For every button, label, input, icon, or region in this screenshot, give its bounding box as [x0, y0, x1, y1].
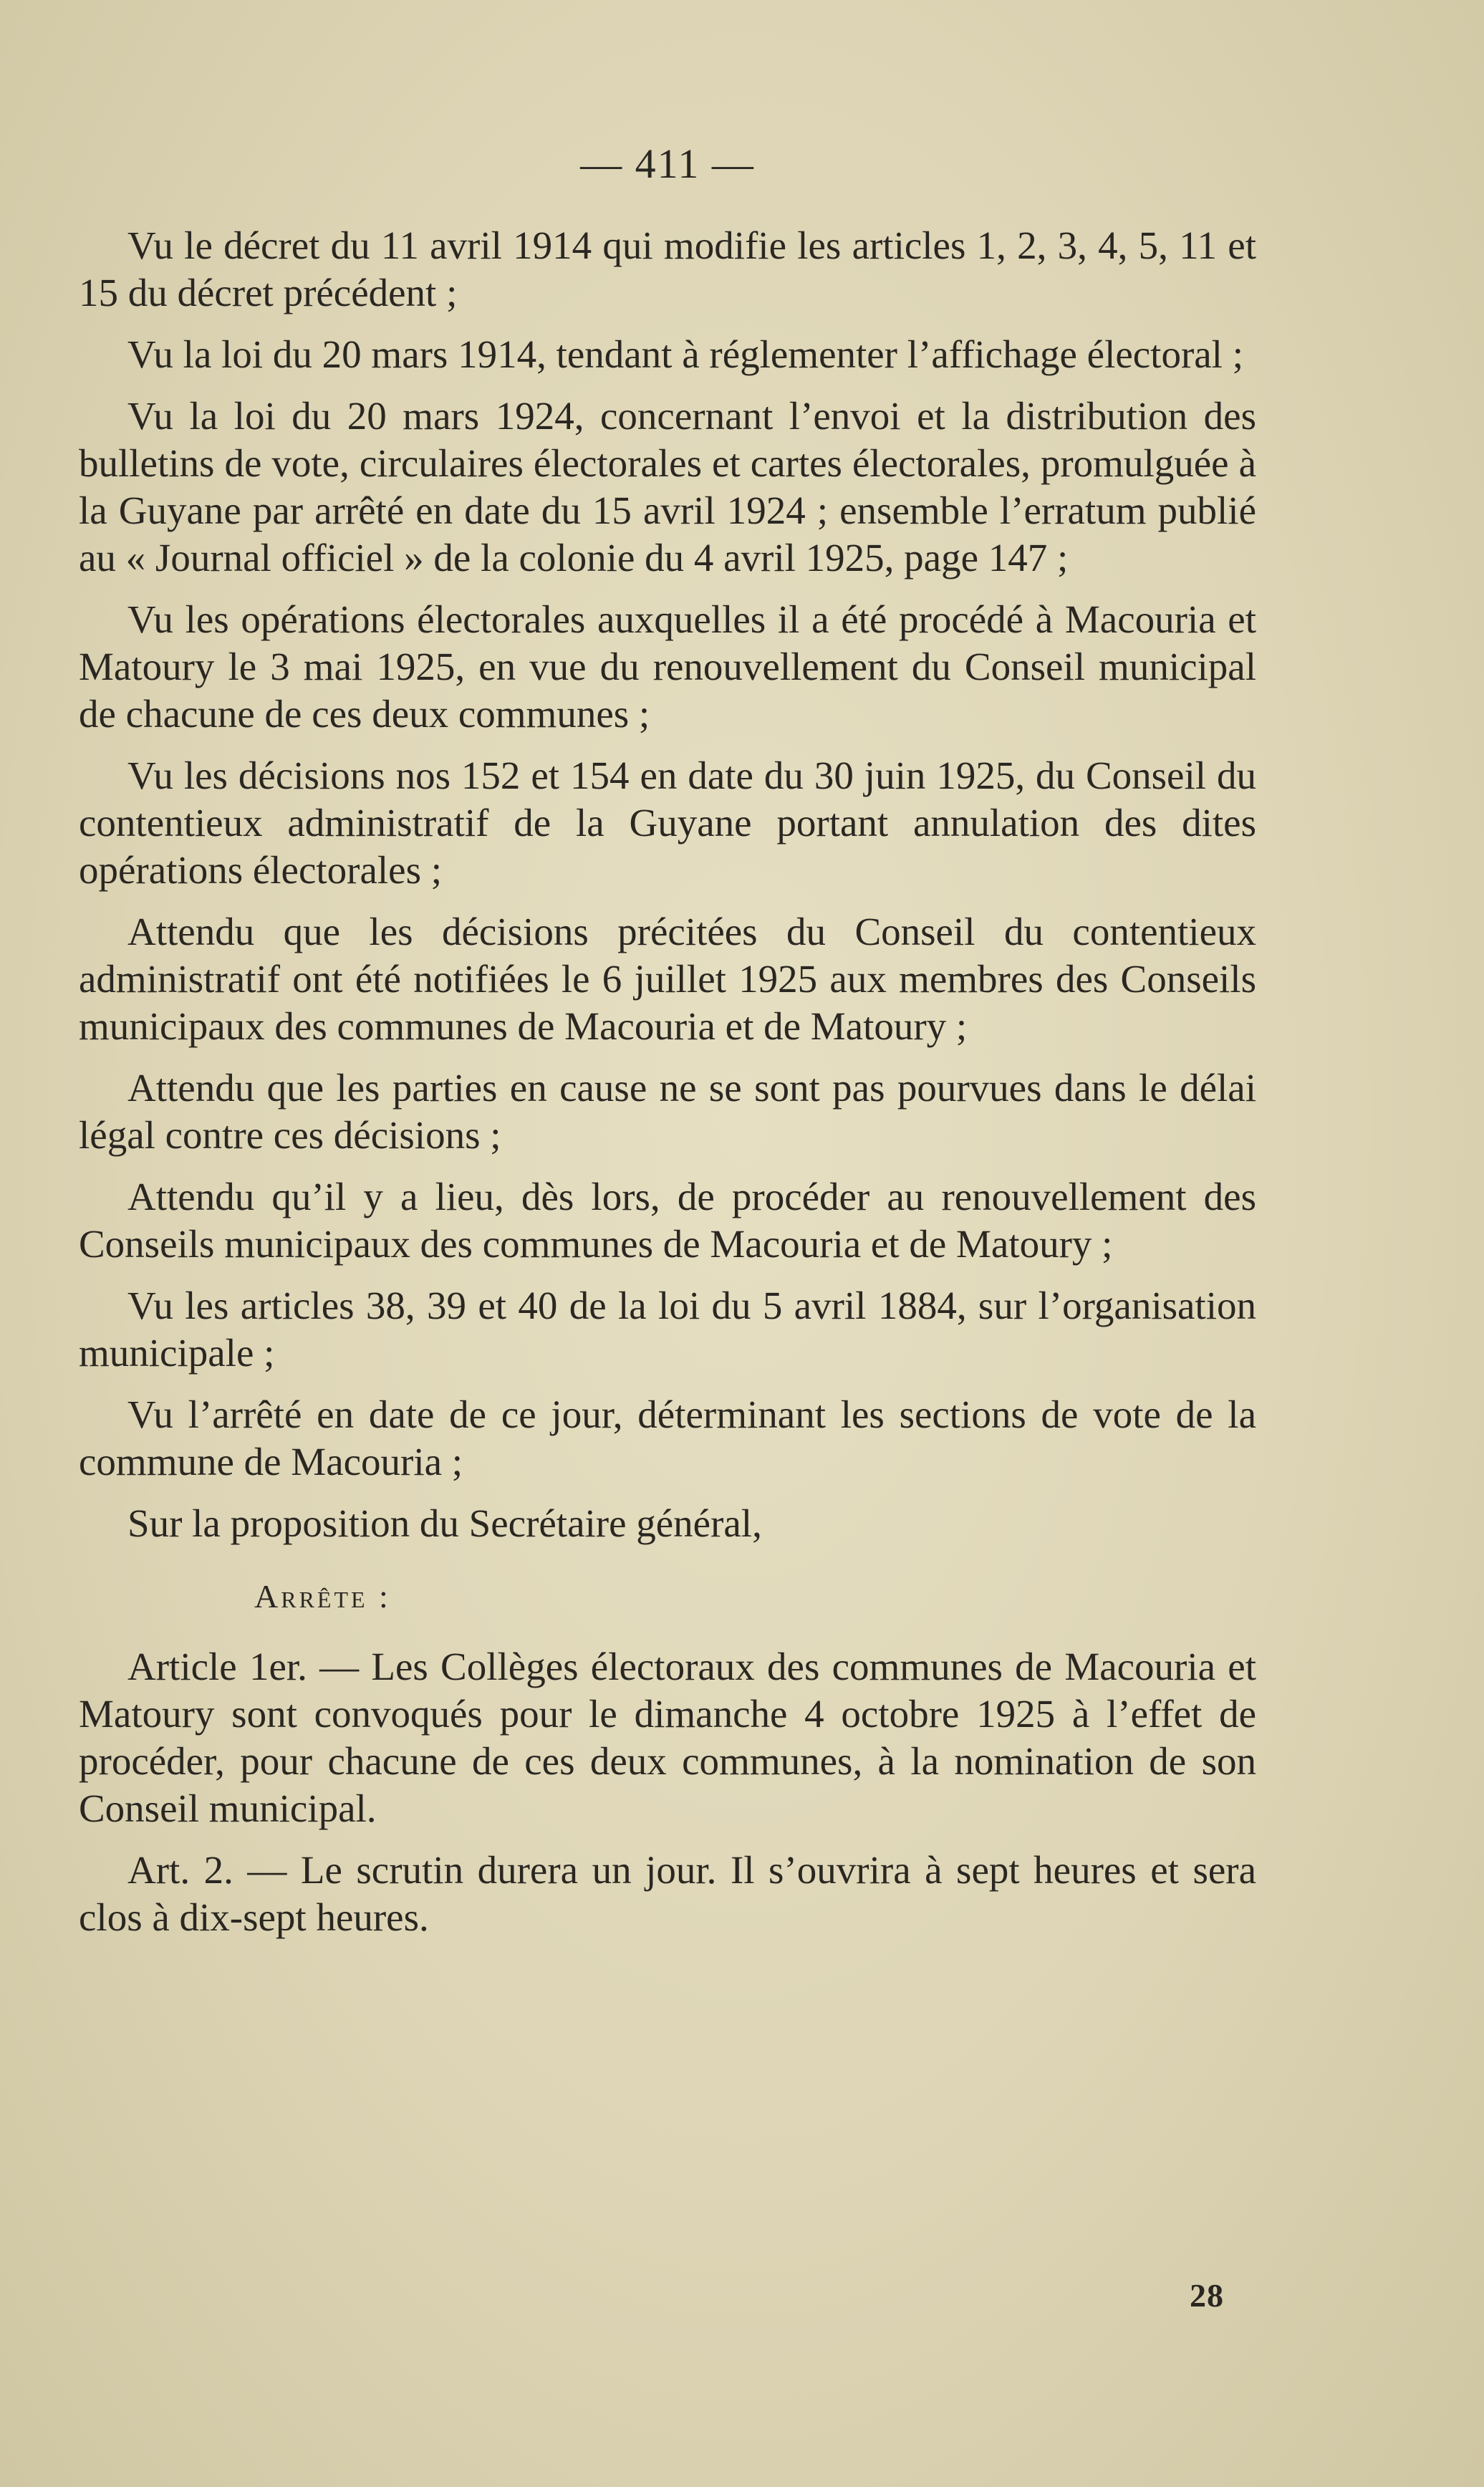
paragraph-proposition: Sur la proposition du Secrétaire général,: [127, 1501, 762, 1545]
paragraph-attendu-delai: Attendu que les parties en cause ne se sont pas pourvues dans le délai légal contre ces décisions ;: [79, 1066, 1256, 1157]
arrete-heading: Arrête :: [254, 1578, 391, 1615]
articles: [79, 1643, 1256, 1941]
paragraph-decret-1914: Vu le décret du 11 avril 1914 qui modifie les articles 1, 2, 3, 4, 5, 11 et 15 du décret précédent ;: [79, 223, 1256, 314]
paragraph-sections-vote: Vu l’arrêté en date de ce jour, déterminant les sections de vote de la commune de Macouria ;: [79, 1392, 1256, 1483]
paragraph-decisions-contentieux: Vu les décisions nos 152 et 154 en date du 30 juin 1925, du Conseil du contentieux administratif de la Guyane portant annulation des dites opérations électorales ;: [79, 754, 1256, 892]
paragraph-attendu-renouvellement: Attendu qu’il y a lieu, dès lors, de procéder au renouvellement des Conseils municipaux des communes de Macouria et de Matoury ;: [79, 1175, 1256, 1266]
page-number: — 411 —: [580, 140, 755, 187]
paragraph-loi-1884: Vu les articles 38, 39 et 40 de la loi du 5 avril 1884, sur l’organisation municipale ;: [79, 1284, 1256, 1375]
article-1: Article 1er. — Les Collèges électoraux des communes de Macouria et Matoury sont convoqués pour le dimanche 4 octobre 1925 à l’effet de procéder, pour chacune de ces deux communes, à la nomination de son Conseil municipal.: [79, 1645, 1256, 1830]
paragraph-loi-bulletins: Vu la loi du 20 mars 1924, concernant l’envoi et la distribution des bulletins de vote, circulaires électorales et cartes électorales, promulguée à la Guyane par arrêté en date du 15 avril 1924 ; ensemble l’erratum publié au « Journal officiel » de la colonie du 4 avril 1925, page 147 ;: [79, 394, 1256, 579]
paragraph-loi-affichage: Vu la loi du 20 mars 1914, tendant à réglementer l’affichage électoral ;: [127, 332, 1243, 376]
preamble: [79, 222, 1256, 1547]
paragraph-attendu-notification: Attendu que les décisions précitées du Conseil du contentieux administratif ont été notifiées le 6 juillet 1925 aux membres des Conseils municipaux des communes de Macouria et de Matoury ;: [79, 910, 1256, 1048]
folio-signature: 28: [1190, 2277, 1224, 2314]
paragraph-operations-electorales: Vu les opérations électorales auxquelles il a été procédé à Macouria et Matoury le 3 mai 1925, en vue du renouvellement du Conseil municipal de chacune de ces deux communes ;: [79, 597, 1256, 736]
article-2: Art. 2. — Le scrutin durera un jour. Il s’ouvrira à sept heures et sera clos à dix-sept heures.: [79, 1848, 1256, 1939]
